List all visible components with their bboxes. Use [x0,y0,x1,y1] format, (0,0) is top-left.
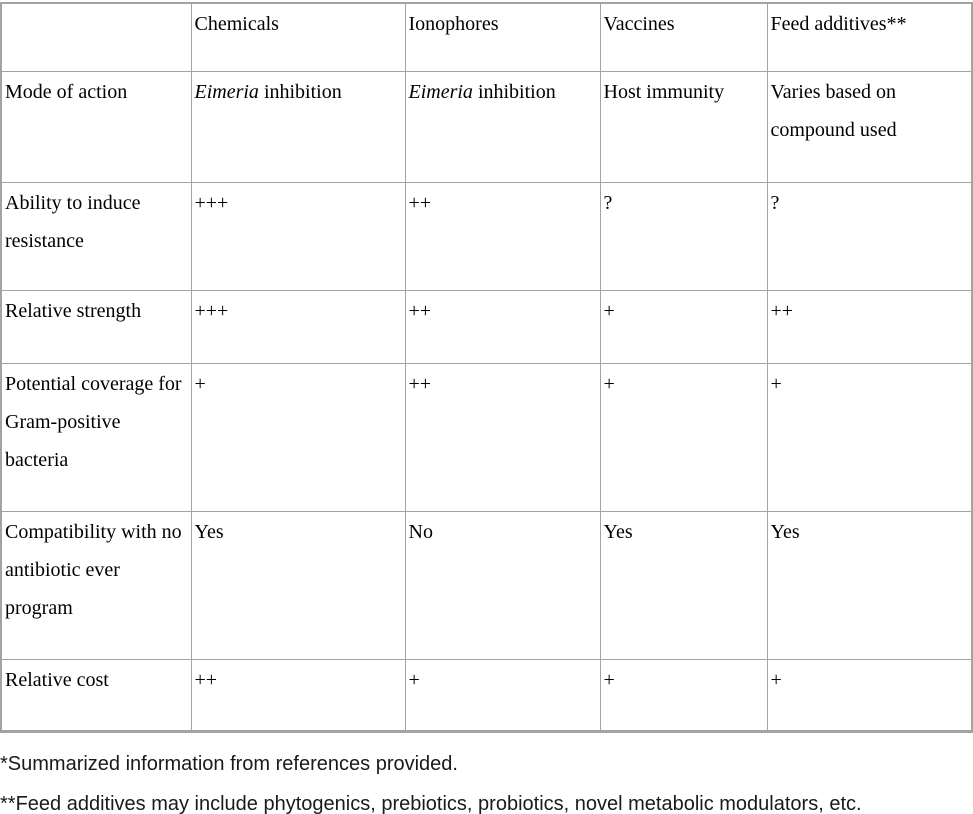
cell [191,71,405,182]
row-label: Mode of action [1,71,191,182]
cell: + [600,290,767,363]
column-header-feed-additives: Feed additives** [767,3,972,71]
cell: ++ [405,182,600,290]
cell: +++ [191,182,405,290]
cell: ++ [405,290,600,363]
cell-text: inhibition [258,80,342,103]
cell: ++ [405,363,600,511]
table-row-mode-of-action [1,71,972,182]
cell: ? [767,182,972,290]
column-header-chemicals: Chemicals [191,3,405,71]
cell: + [600,363,767,511]
footnote-feed-additives: **Feed additives may include phytogenics, prebiotics, probiotics, novel metabolic modulators, etc. [0,792,862,814]
row-label: Ability to induce resistance [1,182,191,290]
species-name-italic: Eimeria [408,80,473,103]
footnotes [0,744,973,814]
cell: Host immunity [600,71,767,182]
column-header-vaccines: Vaccines [600,3,767,71]
comparison-table [0,2,973,733]
table-row-potential-coverage [1,363,972,511]
cell: No [405,511,600,659]
cell: +++ [191,290,405,363]
corner-cell [1,3,191,71]
row-label: Compatibility with no antibiotic ever program [1,511,191,659]
footnote-summarized: *Summarized information from references provided. [0,752,458,775]
cell: + [191,363,405,511]
row-label: Potential coverage for Gram-positive bacteria [1,363,191,511]
header-row [1,3,972,71]
table-row-relative-cost [1,659,972,731]
cell: Yes [767,511,972,659]
cell: ++ [767,290,972,363]
table-row-ability-to-induce-resistance [1,182,972,290]
cell: + [767,659,972,731]
column-header-ionophores: Ionophores [405,3,600,71]
row-label: Relative cost [1,659,191,731]
cell: Varies based on compound used [767,71,972,182]
cell: Yes [600,511,767,659]
table-row-relative-strength [1,290,972,363]
cell: + [405,659,600,731]
row-label: Relative strength [1,290,191,363]
table-row-compatibility [1,511,972,659]
cell: ++ [191,659,405,731]
cell: + [600,659,767,731]
species-name-italic: Eimeria [194,80,259,103]
cell: + [767,363,972,511]
cell: Yes [191,511,405,659]
cell: ? [600,182,767,290]
cell [405,71,600,182]
cell-text: inhibition [472,80,556,103]
